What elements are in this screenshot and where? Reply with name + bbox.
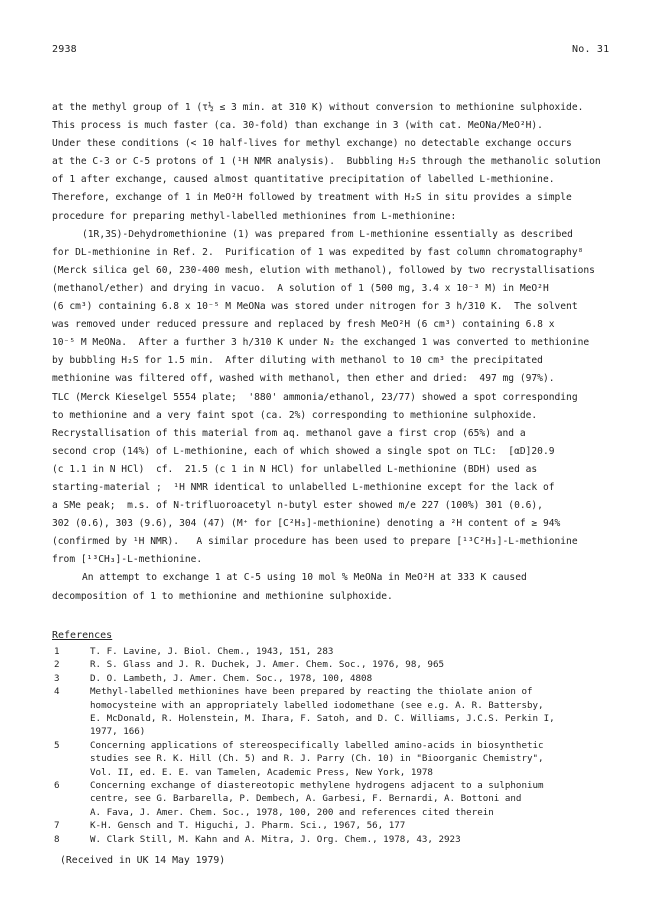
body-line: at the C-3 or C-5 protons of 1 (¹H NMR analysis). Bubbling H₂S through the methanolic solution [52,156,601,168]
body-line: TLC (Merck Kieselgel 5554 plate; '880' ammonia/ethanol, 23/77) showed a spot corresponding [52,391,578,403]
reference-item [52,658,632,671]
body-line: from [¹³CH₃]-L-methionine. [52,554,203,566]
reference-item [52,739,632,779]
reference-number: 6 [54,780,60,792]
reference-item [52,672,632,685]
body-line: to methionine and a very faint spot (ca. 2%) corresponding to methionine sulphoxide. [52,409,538,421]
body-line: (c 1.1 in N HCl) cf. 21.5 (c 1 in N HCl) for unlabelled L-methionine (BDH) used as [52,463,538,475]
issue-number: No. 31 [572,44,610,55]
body-line: 10⁻⁵ M MeONa. After a further 3 h/310 K under N₂ the exchanged 1 was converted to methionine [52,337,590,349]
received-date: (Received in UK 14 May 1979) [60,855,226,866]
body-line: (methanol/ether) and drying in vacuo. A solution of 1 (500 mg, 3.4 x 10⁻³ M) in MeO²H [52,282,549,294]
reference-text: D. O. Lambeth, J. Amer. Chem. Soc., 1978, 100, 4808 [90,672,373,684]
body-line: (Merck silica gel 60, 230-400 mesh, elution with methanol), followed by two recrystallisations [52,264,595,276]
reference-text: T. F. Lavine, J. Biol. Chem., 1943, 151, 283 [90,646,334,657]
body-line: was removed under reduced pressure and replaced by fresh MeO²H (6 cm³) containing 6.8 x [52,319,555,331]
body-line: of 1 after exchange, caused almost quantitative precipitation of labelled L-methionine. [52,174,555,186]
body-line: second crop (14%) of L-methionine, each of which showed a single spot on TLC: [αD]20.9 [52,445,555,457]
body-line: decomposition of 1 to methionine and methionine sulphoxide. [52,590,393,602]
body-line: (1R,3S)-Dehydromethionine (1) was prepared from L-methionine essentially as described [82,228,573,240]
body-line: (confirmed by ¹H NMR). A similar procedure has been used to prepare [¹³C²H₃]-L-methionine [52,536,578,548]
body-line: by bubbling H₂S for 1.5 min. After diluting with methanol to 10 cm³ the precipitated [52,355,543,367]
reference-text: K-H. Gensch and T. Higuchi, J. Pharm. Sci., 1967, 56, 177 [90,820,406,832]
body-line: procedure for preparing methyl-labelled methionines from L-methionine: [52,210,457,222]
reference-text: W. Clark Still, M. Kahn and A. Mitra, J. Org. Chem., 1978, 43, 2923 [90,833,461,845]
body-line: starting-material ; ¹H NMR identical to unlabelled L-methionine except for the lack of [52,481,555,493]
reference-item [52,779,632,819]
body-line: Recrystallisation of this material from aq. methanol gave a first crop (65%) and a [52,427,526,439]
reference-number: 7 [54,820,60,832]
body-line: methionine was filtered off, washed with methanol, then ether and dried: 497 mg (97%). [52,373,555,385]
body-line: Under these conditions (< 10 half-lives for methyl exchange) no detectable exchange occurs [52,138,572,150]
reference-number: 1 [54,646,60,657]
reference-number: 5 [54,739,60,751]
page-number: 2938 [52,44,77,55]
reference-item [52,833,632,846]
reference-number: 2 [54,659,60,671]
body-line: a SMe peak; m.s. of N-trifluoroacetyl n-butyl ester showed m/e 227 (100%) 301 (0.6), [52,500,543,512]
reference-text: R. S. Glass and J. R. Duchek, J. Amer. Chem. Soc., 1976, 98, 965 [90,659,445,671]
reference-number: 8 [54,833,60,845]
reference-text: Methyl-labelled methionines have been prepared by reacting the thiolate anion of homocysteine with an appropriately labelled iodomethane (see e.g. A. R. Battersby, E. McDonald, R. Holenstein, M. Ihara, F. Satoh, and D. C. Williams, J.C.S. Perkin I, 1977, 166) [90,686,555,738]
body-text [52,99,624,606]
references-heading: References [52,630,113,641]
body-line: An attempt to exchange 1 at C-5 using 10 mol % MeONa in MeO²H at 333 K caused [82,572,527,584]
body-line: at the methyl group of 1 (τ½ ≤ 3 min. at 310 K) without conversion to methionine sulphoxide. [52,102,584,113]
reference-item [52,819,632,832]
reference-item [52,685,632,739]
body-line: (6 cm³) containing 6.8 x 10⁻⁵ M MeONa was stored under nitrogen for 3 h/310 K. The solvent [52,301,578,313]
reference-text: Concerning exchange of diastereotopic methylene hydrogens adjacent to a sulphonium centre, see G. Barbarella, P. Dembech, A. Garbesi, F. Bernardi, A. Bottoni and A. Fava, J. Amer. Chem. Soc., 1978, 100, 200 and references cited therein [90,780,544,818]
body-line: This process is much faster (ca. 30-fold) than exchange in 3 (with cat. MeONa/MeO²H). [52,120,543,132]
reference-number: 4 [54,686,60,698]
reference-item [52,645,632,658]
body-line: for DL-methionine in Ref. 2. Purification of 1 was expedited by fast column chromatography⁸ [52,246,584,258]
references-section [52,627,632,846]
reference-number: 3 [54,672,60,684]
reference-text: Concerning applications of stereospecifically labelled amino-acids in biosynthetic studies see R. K. Hill (Ch. 5) and R. J. Parry (Ch. 10) in "Bioorganic Chemistry", Vol. II, ed. E. E. van Tamelen, Academic Press, New York, 1978 [90,739,544,778]
body-line: Therefore, exchange of 1 in MeO²H followed by treatment with H₂S in situ provides a simple [52,192,572,204]
body-line: 302 (0.6), 303 (9.6), 304 (47) (M⁺ for [C²H₃]-methionine) denoting a ²H content of ≥ 94% [52,518,561,530]
